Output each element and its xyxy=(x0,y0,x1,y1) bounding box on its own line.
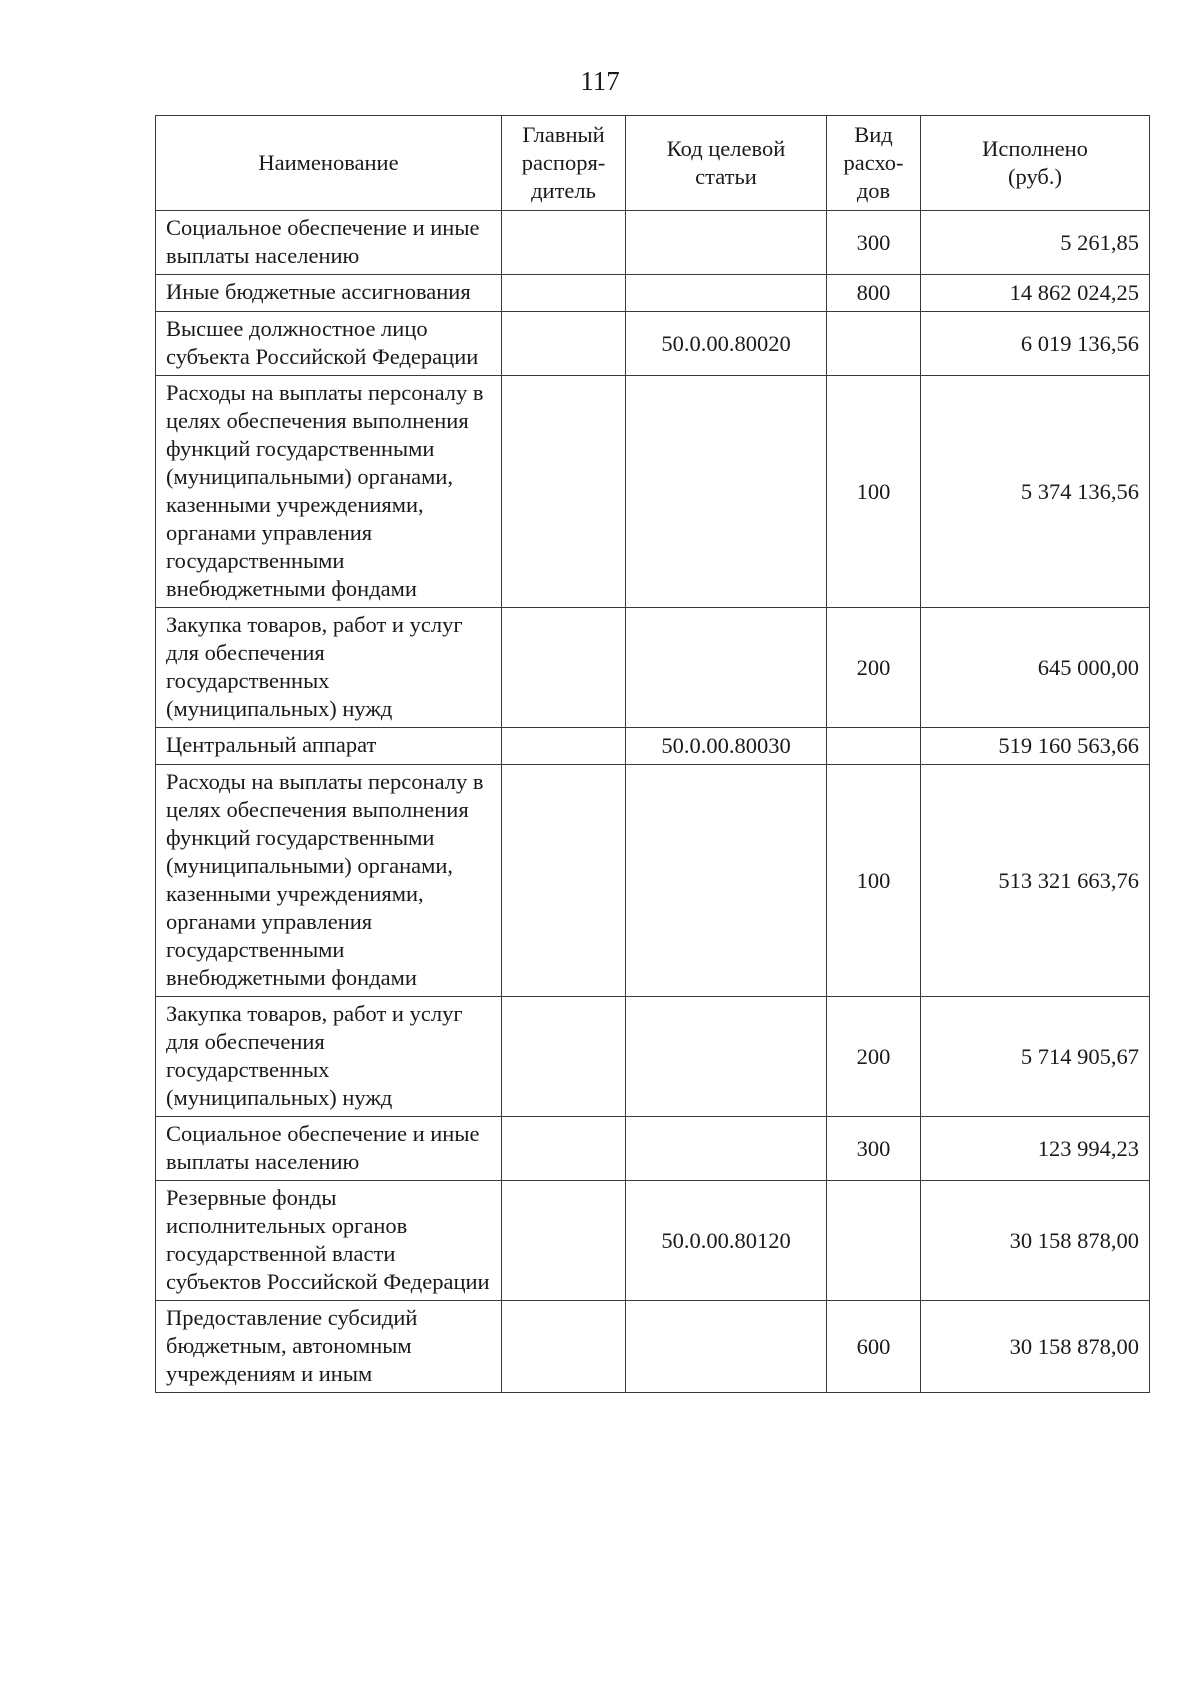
cell-distributor xyxy=(502,211,626,275)
cell-type: 200 xyxy=(827,608,921,728)
cell-name: Расходы на выплаты персоналу в целях обеспечения выполнения функций государственными (муниципальными) органами, казенными учреждениями, органами управления государственными внебюджетными фондами xyxy=(156,376,502,608)
cell-type: 200 xyxy=(827,997,921,1117)
header-distributor xyxy=(502,116,626,211)
table-row xyxy=(156,608,1150,728)
cell-type xyxy=(827,728,921,765)
header-type xyxy=(827,116,921,211)
table-row xyxy=(156,997,1150,1117)
cell-type: 100 xyxy=(827,765,921,997)
cell-type xyxy=(827,1181,921,1301)
cell-amount: 645 000,00 xyxy=(921,608,1150,728)
cell-type: 800 xyxy=(827,275,921,312)
table-row xyxy=(156,376,1150,608)
table-row xyxy=(156,1301,1150,1393)
header-code xyxy=(626,116,827,211)
header-name: Наименование xyxy=(156,116,502,211)
cell-distributor xyxy=(502,376,626,608)
cell-code xyxy=(626,211,827,275)
cell-type: 300 xyxy=(827,1117,921,1181)
cell-code xyxy=(626,1117,827,1181)
table-row xyxy=(156,312,1150,376)
cell-distributor xyxy=(502,997,626,1117)
header-amount-line: (руб.) xyxy=(1008,164,1062,189)
cell-code: 50.0.00.80030 xyxy=(626,728,827,765)
cell-name: Центральный аппарат xyxy=(156,728,502,765)
cell-type xyxy=(827,312,921,376)
cell-amount: 519 160 563,66 xyxy=(921,728,1150,765)
cell-code xyxy=(626,376,827,608)
cell-distributor xyxy=(502,1117,626,1181)
header-code-line: Код целевой xyxy=(666,136,786,161)
cell-distributor xyxy=(502,1301,626,1393)
cell-distributor xyxy=(502,275,626,312)
cell-name: Иные бюджетные ассигнования xyxy=(156,275,502,312)
cell-amount: 5 261,85 xyxy=(921,211,1150,275)
cell-amount: 14 862 024,25 xyxy=(921,275,1150,312)
table-header-row xyxy=(156,116,1150,211)
cell-type: 600 xyxy=(827,1301,921,1393)
header-type-line: расхо- xyxy=(843,150,904,175)
cell-name: Высшее должностное лицо субъекта Российской Федерации xyxy=(156,312,502,376)
cell-code: 50.0.00.80120 xyxy=(626,1181,827,1301)
header-code-line: статьи xyxy=(695,164,757,189)
cell-code xyxy=(626,1301,827,1393)
header-distributor-line: дитель xyxy=(531,178,596,203)
header-distributor-line: Главный xyxy=(522,122,605,147)
cell-amount: 5 374 136,56 xyxy=(921,376,1150,608)
page-number: 117 xyxy=(580,66,620,96)
cell-code xyxy=(626,997,827,1117)
table-row xyxy=(156,765,1150,997)
header-type-line: дов xyxy=(856,178,891,203)
cell-amount: 30 158 878,00 xyxy=(921,1181,1150,1301)
cell-amount: 5 714 905,67 xyxy=(921,997,1150,1117)
header-amount-line: Исполнено xyxy=(982,136,1088,161)
table-row xyxy=(156,275,1150,312)
cell-code xyxy=(626,765,827,997)
table-row xyxy=(156,1117,1150,1181)
cell-name: Расходы на выплаты персоналу в целях обеспечения выполнения функций государственными (муниципальными) органами, казенными учреждениями, органами управления государственными внебюджетными фондами xyxy=(156,765,502,997)
header-distributor-line: распоря- xyxy=(521,150,606,175)
cell-distributor xyxy=(502,608,626,728)
cell-name: Социальное обеспечение и иные выплаты населению xyxy=(156,1117,502,1181)
header-type-line: Вид xyxy=(854,122,893,147)
cell-distributor xyxy=(502,312,626,376)
cell-distributor xyxy=(502,765,626,997)
cell-name: Резервные фонды исполнительных органов государственной власти субъектов Российской Федерации xyxy=(156,1181,502,1301)
cell-code xyxy=(626,608,827,728)
cell-code xyxy=(626,275,827,312)
budget-table xyxy=(155,115,1150,1393)
cell-distributor xyxy=(502,1181,626,1301)
table-row xyxy=(156,211,1150,275)
cell-distributor xyxy=(502,728,626,765)
cell-name: Предоставление субсидий бюджетным, автономным учреждениям и иным xyxy=(156,1301,502,1393)
cell-amount: 6 019 136,56 xyxy=(921,312,1150,376)
cell-type: 300 xyxy=(827,211,921,275)
cell-name: Социальное обеспечение и иные выплаты населению xyxy=(156,211,502,275)
cell-code: 50.0.00.80020 xyxy=(626,312,827,376)
table-row xyxy=(156,1181,1150,1301)
cell-amount: 30 158 878,00 xyxy=(921,1301,1150,1393)
header-amount xyxy=(921,116,1150,211)
table-row xyxy=(156,728,1150,765)
cell-amount: 123 994,23 xyxy=(921,1117,1150,1181)
cell-name: Закупка товаров, работ и услуг для обеспечения государственных (муниципальных) нужд xyxy=(156,608,502,728)
cell-name: Закупка товаров, работ и услуг для обеспечения государственных (муниципальных) нужд xyxy=(156,997,502,1117)
cell-amount: 513 321 663,76 xyxy=(921,765,1150,997)
cell-type: 100 xyxy=(827,376,921,608)
